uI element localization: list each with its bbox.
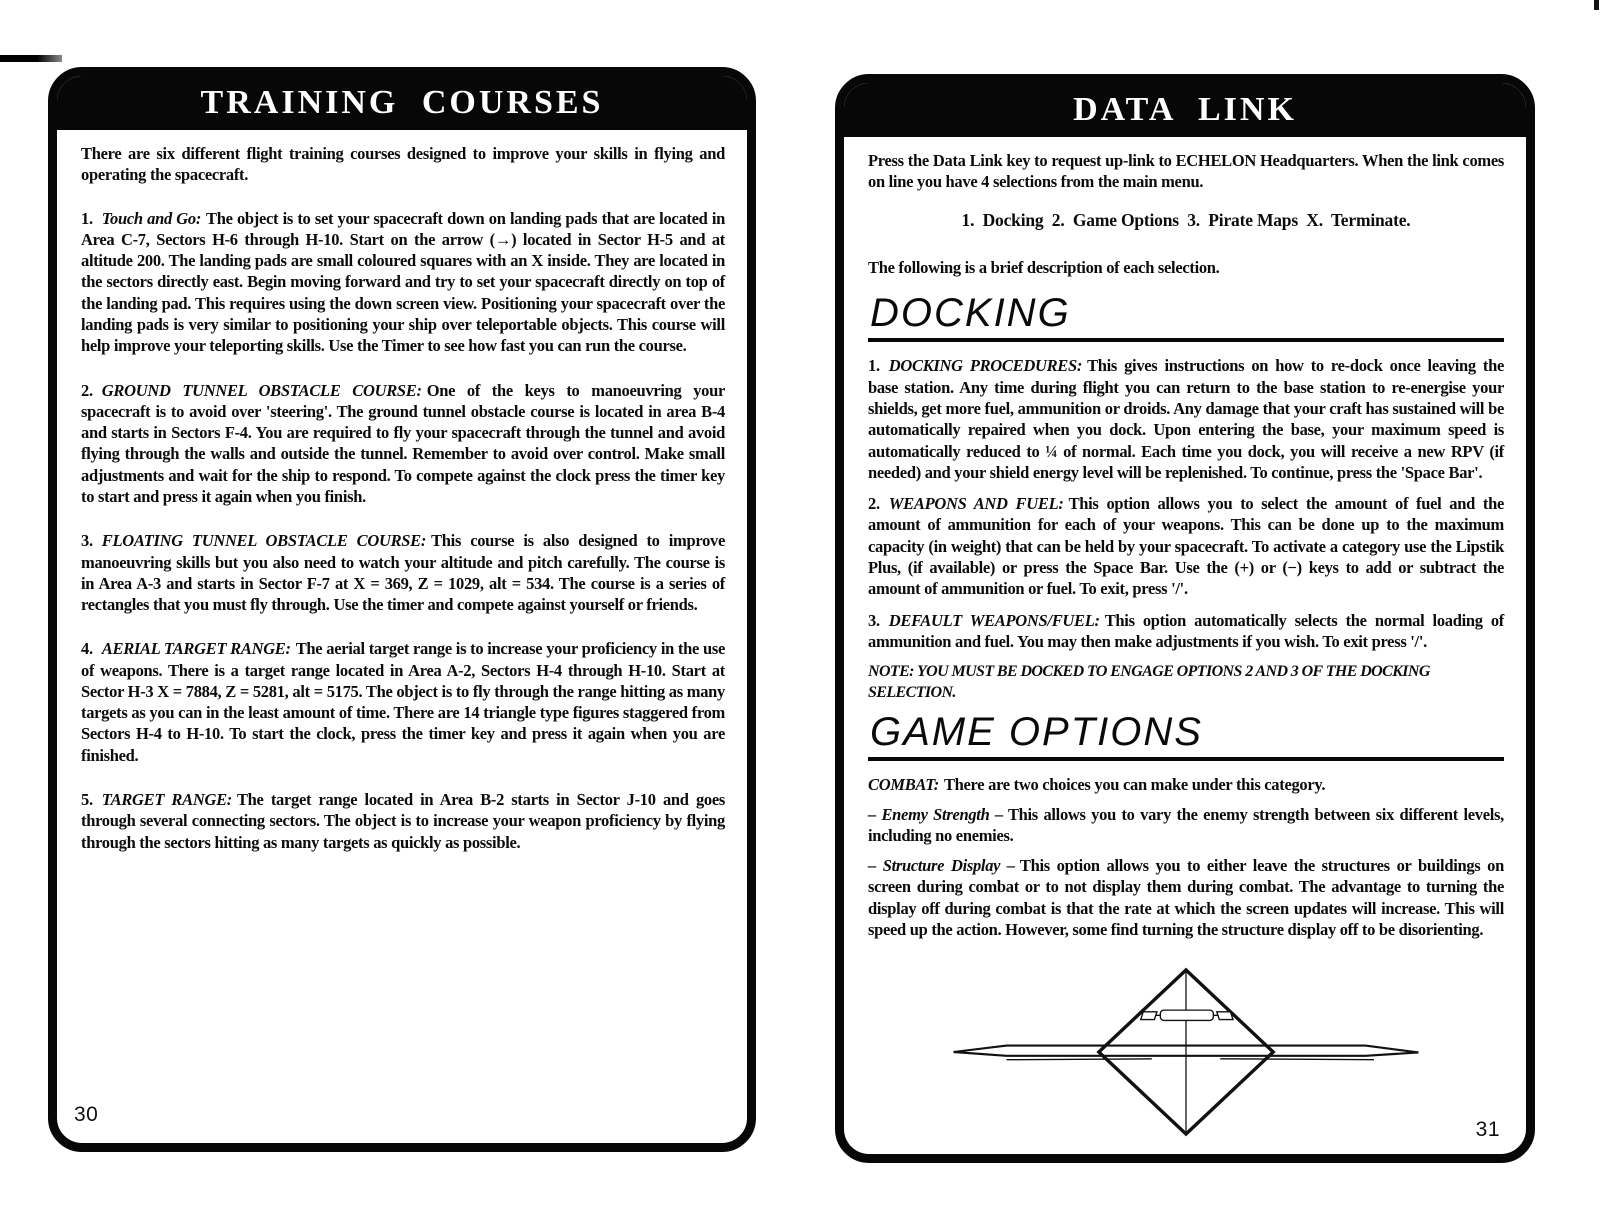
docking-item [868, 610, 1504, 653]
item-label: WEAPONS AND FUEL: [888, 494, 1064, 514]
item-body: One of the keys to manoeuvring your spacecraft is to avoid over 'steering'. The ground tunnel obstacle course is located in area B-4 and starts in Sectors F-4. You are required to fly your spacecraft through the tunnel and avoid flying through the walls and outside the tunnel. Remember to avoid over control. Make small adjustments and wait for the ship to respond. To compete against the clock press the timer key to start and press it again when you finish. [81, 380, 726, 506]
combat-label: COMBAT: [868, 775, 939, 795]
page-header [843, 82, 1527, 137]
spacecraft-figure [868, 958, 1504, 1146]
item-number: 2. [868, 494, 880, 514]
combat-body: There are two choices you can make under this category. [943, 775, 1326, 795]
item-label: Touch and Go: [101, 208, 202, 228]
page-training-courses [48, 67, 756, 1152]
docking-item [868, 493, 1504, 599]
intro-paragraph: There are six different flight training courses designed to improve your skills in flying and operating the spacecraft. [81, 144, 725, 185]
page-number: 30 [74, 1103, 99, 1126]
page-header [56, 75, 748, 130]
option-label: – Structure Display – [868, 856, 1015, 876]
course-item [81, 380, 725, 508]
item-body: The object is to set your spacecraft down on landing pads that are located in Area C-7, Sectors H-6 through H-10. Start on the arrow (→) located in Sector H-5 and at altitude 200. The landing pads are small coloured squares with an X inside. They are located in the sectors directly east. Begin moving forward and try to set your spacecraft directly on top of the landing pad. This requires using the down screen view. Positioning your spacecraft over the landing pads is very similar to positioning your ship over teleportable objects. This course will help improve your teleporting skills. Use the Timer to see how fast you can run the course. [81, 208, 725, 356]
course-item [81, 789, 725, 853]
section-rule [868, 338, 1504, 342]
section-heading-docking: DOCKING [870, 291, 1071, 336]
intro-paragraph: Press the Data Link key to request up-link to ECHELON Headquarters. When the link comes on line you have 4 selections from the main menu. [868, 151, 1504, 192]
description-lead: The following is a brief description of each selection. [868, 258, 1220, 278]
section-heading-game-options: GAME OPTIONS [870, 710, 1203, 755]
item-label: DOCKING PROCEDURES: [888, 356, 1083, 376]
item-body: This option allows you to select the amount of fuel and the amount of ammunition for each of your weapons. This can be done up to the maximum capacity (in weight) that can be held by your spacecraft. To activate a category use the Lipstik Plus, (if available) or press the Space Bar. Use the (+) or (−) keys to add or subtract the amount of ammunition or fuel. To exit, press '/'. [868, 494, 1504, 599]
game-option-item [868, 855, 1504, 940]
item-label: AERIAL TARGET RANGE: [101, 639, 291, 659]
option-body: This option allows you to either leave the structures or buildings on screen during combat or to not display them during combat. The advantage to turning the display off during combat is that the rate at which the screen updates will increase. This will speed up the action. However, some find turning the structure display off to be disorienting. [868, 856, 1505, 939]
section-rule [868, 757, 1504, 761]
page-body [57, 130, 747, 853]
scan-artifact [0, 55, 62, 62]
page-data-link [835, 74, 1535, 1163]
item-number: 3. [81, 531, 93, 551]
page-number: 31 [1475, 1118, 1500, 1141]
item-body: This gives instructions on how to re-dock once leaving the base station. Any time during flight you can return to the base station to re-energise your shields, get more fuel, ammunition or droids. Any damage that your craft has sustained will be automatically repaired when you dock. Upon entering the base, your maximum speed is automatically reduced to ¼ of normal. Each time you dock, you will receive a new RPV (if needed) and your shield energy level will be replenished. To continue, press the 'Space Bar'. [868, 356, 1504, 482]
main-menu-options: 1. Docking 2. Game Options 3. Pirate Maps X. Terminate. [961, 209, 1411, 230]
item-number: 2. [81, 380, 93, 400]
option-body: This allows you to vary the enemy strength between six different levels, including no enemies. [868, 804, 1504, 845]
item-label: TARGET RANGE: [101, 790, 232, 810]
item-body: This option automatically selects the normal loading of ammunition and fuel. You may then make adjustments if you wish. To exit press '/'. [868, 610, 1505, 651]
item-number: 1. [81, 208, 93, 228]
item-body: The aerial target range is to increase your proficiency in the use of weapons. There is a target range located in Area A-2, Sectors H-4 through H-10. Start at Sector H-3 X = 7884, Z = 5281, alt = 5175. The object is to fly through the range hitting as many targets as you can in the least amount of time. There are 14 triangle type figures staggered from Sectors H-4 to H-10. To start the clock, press the timer key and press it again when you are finished. [81, 639, 725, 765]
item-label: FLOATING TUNNEL OBSTACLE COURSE: [101, 531, 427, 551]
item-number: 5. [81, 790, 93, 810]
item-number: 1. [868, 356, 880, 376]
scan-artifact [1594, 0, 1599, 10]
game-option-item [868, 804, 1504, 847]
item-body: The target range located in Area B-2 starts in Sector J-10 and goes through several connecting sectors. The object is to increase your weapon proficiency by flying through the sectors hitting as many targets as quickly as possible. [81, 790, 725, 852]
course-item [81, 638, 725, 766]
page-title: DATA LINK [1073, 90, 1297, 128]
item-label: GROUND TUNNEL OBSTACLE COURSE: [101, 380, 422, 400]
item-number: 3. [868, 610, 880, 630]
docking-note: NOTE: YOU MUST BE DOCKED TO ENGAGE OPTIONS 2 AND 3 OF THE DOCKING SELECTION. [868, 663, 1430, 701]
course-item [81, 530, 725, 615]
spacecraft-diagram [906, 958, 1466, 1146]
option-label: – Enemy Strength – [868, 804, 1003, 824]
docking-item [868, 355, 1504, 483]
item-number: 4. [81, 639, 93, 659]
page-body [844, 137, 1526, 1146]
combat-paragraph [868, 774, 1504, 795]
course-item [81, 208, 725, 357]
item-label: DEFAULT WEAPONS/FUEL: [888, 610, 1100, 630]
item-body: This course is also designed to improve manoeuvring skills but you also need to watch your altitude and pitch carefully. The course is in Area A-3 and starts in Sector F-7 at X = 369, Z = 1029, alt = 534. The course is a series of rectangles that you must fly through. Use the timer and compete against yourself or friends. [81, 531, 725, 615]
page-title: TRAINING COURSES [200, 83, 604, 121]
